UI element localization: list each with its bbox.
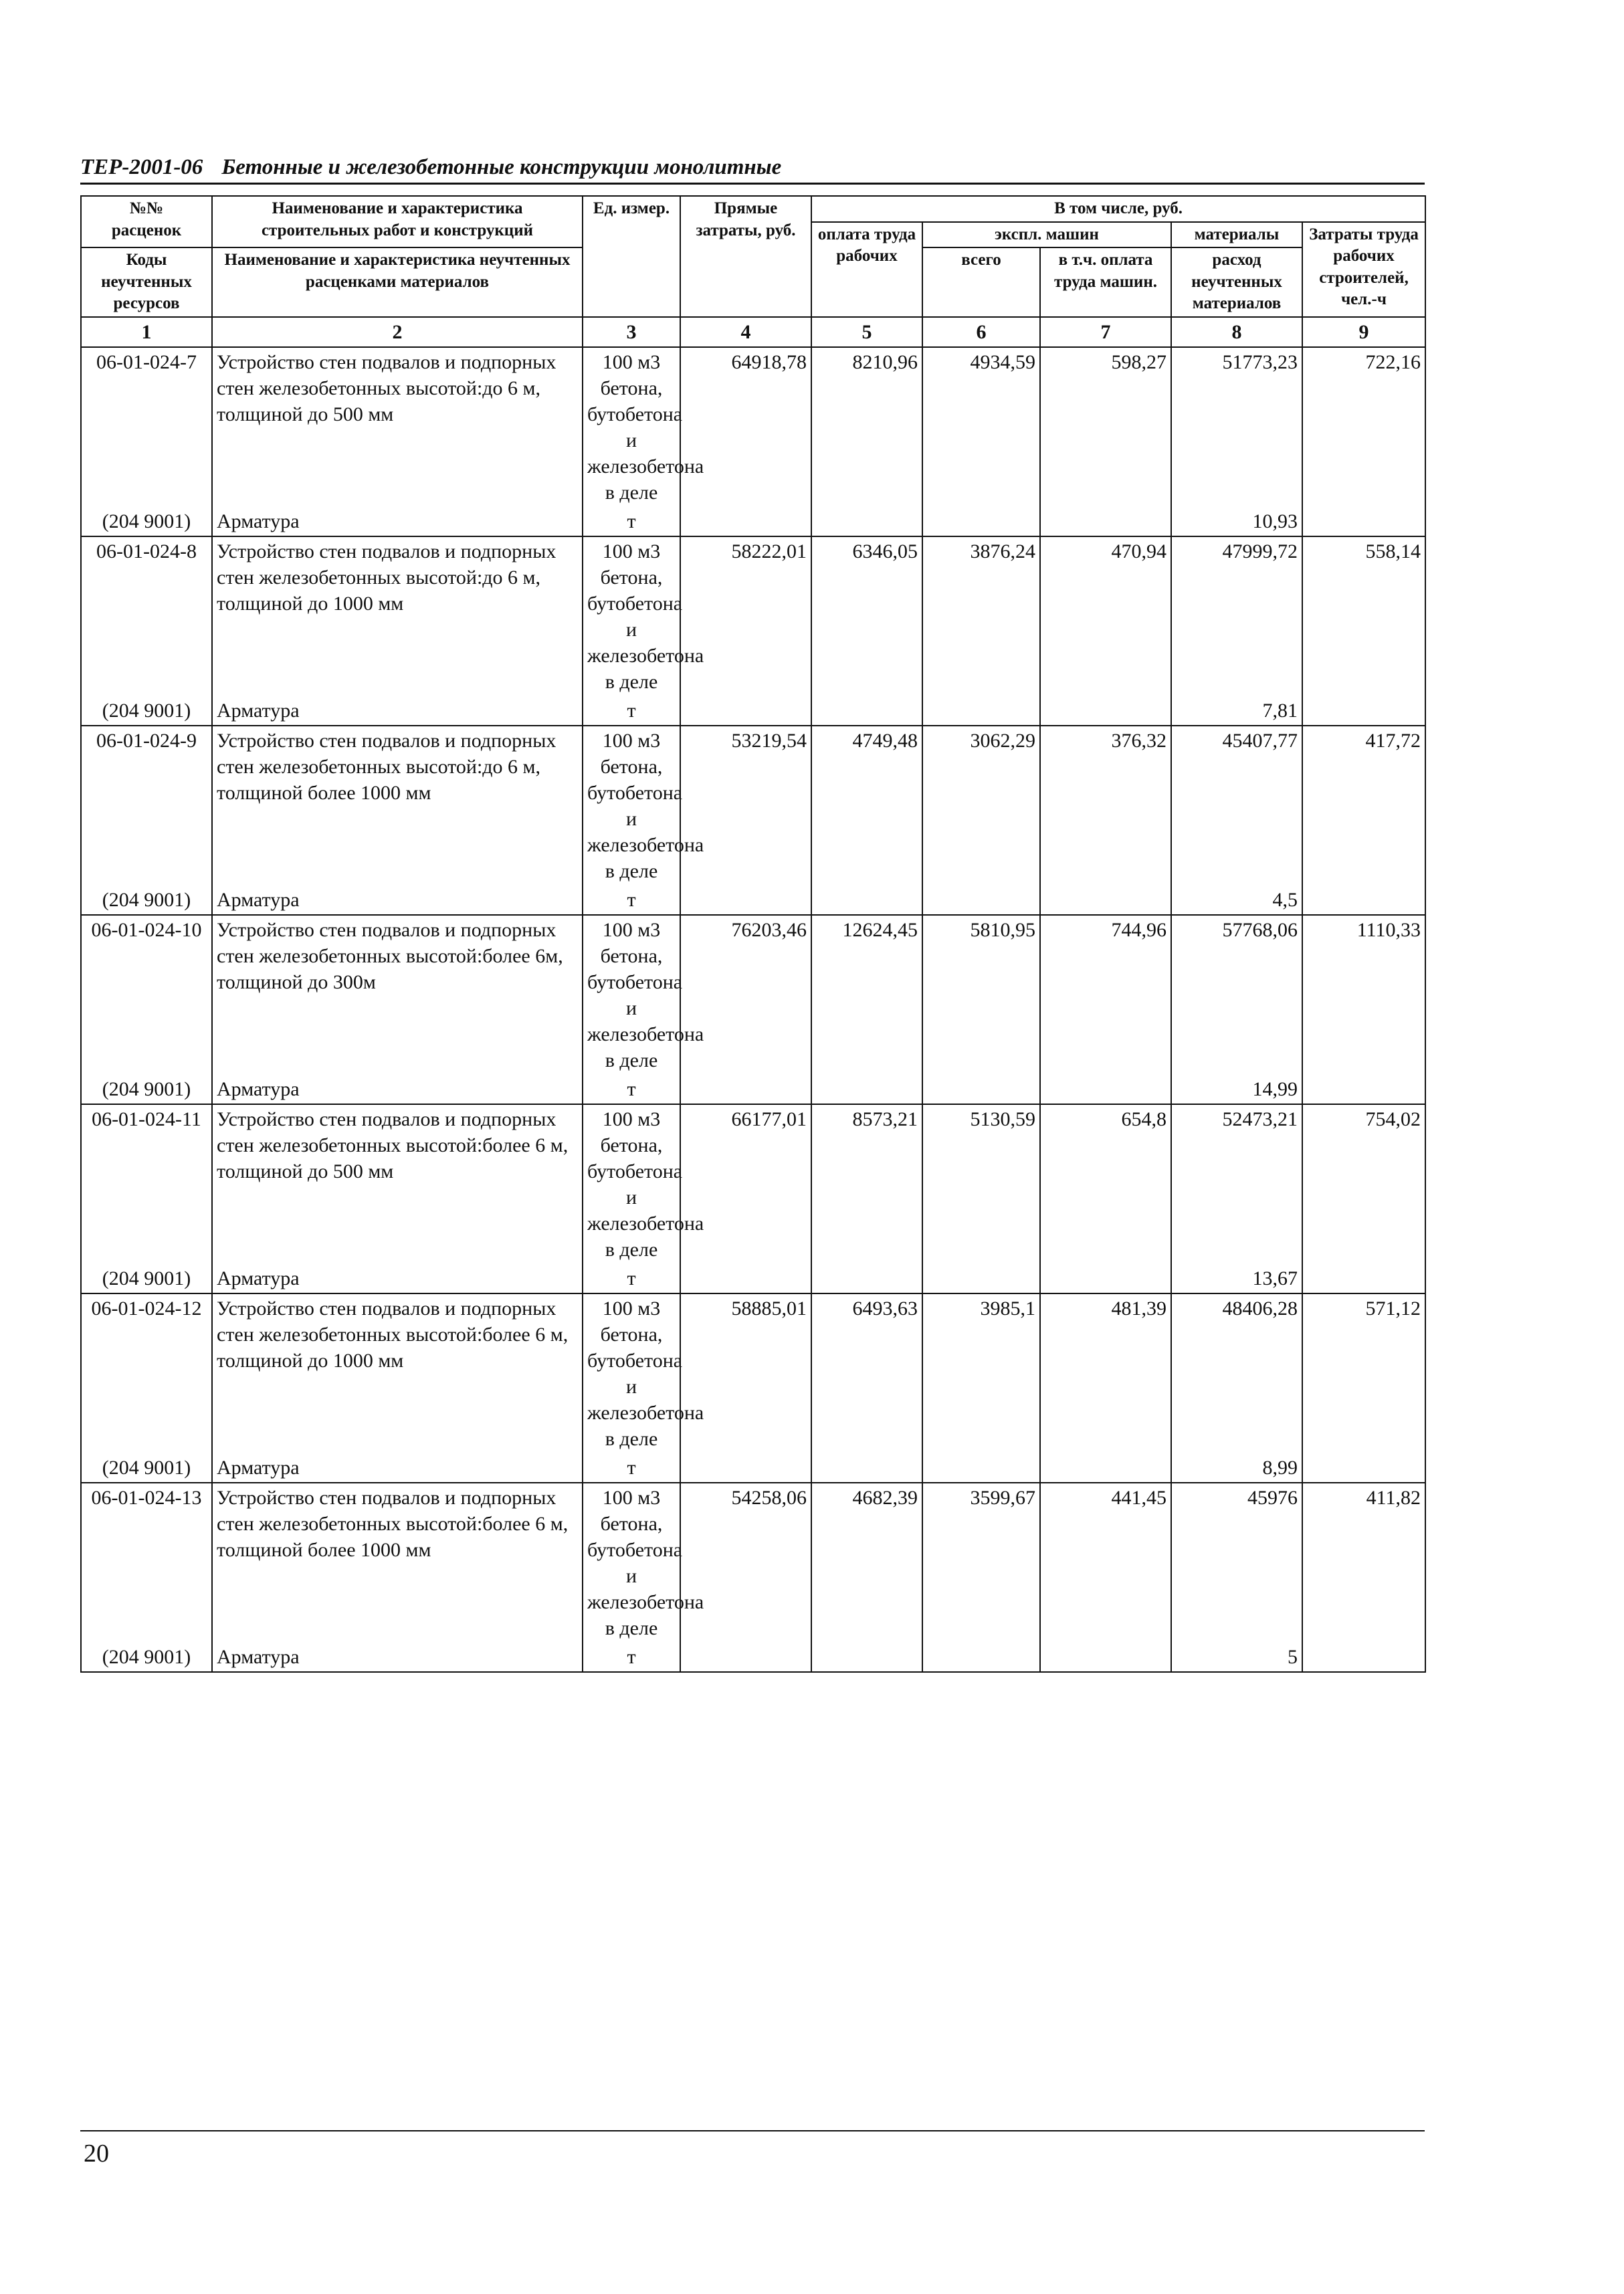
machines-pay: 654,8 xyxy=(1040,1104,1171,1264)
header-machines: экспл. машин xyxy=(922,222,1171,248)
labor-hours: 571,12 xyxy=(1302,1293,1425,1453)
unit: 100 м3 бетона, бутобетона и железобетона в деле xyxy=(583,1293,680,1453)
table-row xyxy=(81,915,1425,1075)
empty-cell xyxy=(1302,1643,1425,1672)
header-worker-pay: оплата труда рабочих xyxy=(811,222,922,317)
header-work-name: Наименование и характеристика строительных работ и конструкций xyxy=(212,196,583,247)
empty-cell xyxy=(680,507,811,536)
table-subrow xyxy=(81,1075,1425,1104)
worker-pay: 4682,39 xyxy=(811,1483,922,1643)
machines-total: 5130,59 xyxy=(922,1104,1040,1264)
empty-cell xyxy=(922,1453,1040,1483)
resource-code: (204 9001) xyxy=(81,696,212,726)
column-number: 3 xyxy=(583,317,680,347)
table-subrow xyxy=(81,507,1425,536)
labor-hours: 754,02 xyxy=(1302,1104,1425,1264)
labor-hours: 722,16 xyxy=(1302,347,1425,507)
rate-code: 06-01-024-10 xyxy=(81,915,212,1075)
machines-pay: 470,94 xyxy=(1040,536,1171,696)
material-unit: т xyxy=(583,1075,680,1104)
materials-cost: 45976 xyxy=(1171,1483,1302,1643)
empty-cell xyxy=(811,507,922,536)
empty-cell xyxy=(922,1643,1040,1672)
empty-cell xyxy=(922,885,1040,915)
rate-code: 06-01-024-13 xyxy=(81,1483,212,1643)
material-quantity: 14,99 xyxy=(1171,1075,1302,1104)
material-name: Арматура xyxy=(212,1453,583,1483)
worker-pay: 6346,05 xyxy=(811,536,922,696)
work-name: Устройство стен подвалов и подпорных стен железобетонных высотой:до 6 м, толщиной до 500 мм xyxy=(212,347,583,507)
direct-costs: 66177,01 xyxy=(680,1104,811,1264)
table-body xyxy=(81,347,1425,1672)
material-quantity: 7,81 xyxy=(1171,696,1302,726)
material-unit: т xyxy=(583,1643,680,1672)
material-unit: т xyxy=(583,696,680,726)
table-row xyxy=(81,726,1425,885)
header-material-name: Наименование и характеристика неучтенных расценками материалов xyxy=(212,247,583,317)
materials-cost: 48406,28 xyxy=(1171,1293,1302,1453)
material-name: Арматура xyxy=(212,1075,583,1104)
material-name: Арматура xyxy=(212,1264,583,1293)
materials-cost: 52473,21 xyxy=(1171,1104,1302,1264)
rate-code: 06-01-024-12 xyxy=(81,1293,212,1453)
empty-cell xyxy=(680,1643,811,1672)
empty-cell xyxy=(922,1264,1040,1293)
empty-cell xyxy=(680,885,811,915)
empty-cell xyxy=(1302,885,1425,915)
empty-cell xyxy=(922,696,1040,726)
material-name: Арматура xyxy=(212,696,583,726)
direct-costs: 58222,01 xyxy=(680,536,811,696)
rates-table xyxy=(80,195,1426,1673)
empty-cell xyxy=(680,1264,811,1293)
empty-cell xyxy=(680,696,811,726)
empty-cell xyxy=(922,507,1040,536)
labor-hours: 1110,33 xyxy=(1302,915,1425,1075)
resource-code: (204 9001) xyxy=(81,1453,212,1483)
header-resource-codes: Коды неучтенных ресурсов xyxy=(81,247,212,317)
work-name: Устройство стен подвалов и подпорных стен железобетонных высотой:более 6 м, толщиной более 1000 мм xyxy=(212,1483,583,1643)
empty-cell xyxy=(1302,1075,1425,1104)
work-name: Устройство стен подвалов и подпорных стен железобетонных высотой:более 6м, толщиной до 300м xyxy=(212,915,583,1075)
table-row xyxy=(81,1483,1425,1643)
column-numbers-row xyxy=(81,317,1425,347)
header-labor: Затраты труда рабочих строителей, чел.-ч xyxy=(1302,222,1425,317)
labor-hours: 558,14 xyxy=(1302,536,1425,696)
empty-cell xyxy=(680,1075,811,1104)
material-quantity: 4,5 xyxy=(1171,885,1302,915)
empty-cell xyxy=(1302,1453,1425,1483)
material-quantity: 10,93 xyxy=(1171,507,1302,536)
empty-cell xyxy=(1040,1643,1171,1672)
direct-costs: 76203,46 xyxy=(680,915,811,1075)
header-materials: материалы xyxy=(1171,222,1302,248)
direct-costs: 64918,78 xyxy=(680,347,811,507)
empty-cell xyxy=(1040,696,1171,726)
resource-code: (204 9001) xyxy=(81,1643,212,1672)
labor-hours: 411,82 xyxy=(1302,1483,1425,1643)
empty-cell xyxy=(811,1264,922,1293)
table-row xyxy=(81,536,1425,696)
work-name: Устройство стен подвалов и подпорных стен железобетонных высотой:более 6 м, толщиной до 500 мм xyxy=(212,1104,583,1264)
column-number: 2 xyxy=(212,317,583,347)
rate-code: 06-01-024-9 xyxy=(81,726,212,885)
table-subrow xyxy=(81,885,1425,915)
materials-cost: 57768,06 xyxy=(1171,915,1302,1075)
rate-code: 06-01-024-11 xyxy=(81,1104,212,1264)
material-unit: т xyxy=(583,1264,680,1293)
empty-cell xyxy=(1040,1075,1171,1104)
direct-costs: 58885,01 xyxy=(680,1293,811,1453)
table-row xyxy=(81,347,1425,507)
column-number: 1 xyxy=(81,317,212,347)
column-number: 5 xyxy=(811,317,922,347)
empty-cell xyxy=(1302,696,1425,726)
material-name: Арматура xyxy=(212,1643,583,1672)
materials-cost: 47999,72 xyxy=(1171,536,1302,696)
resource-code: (204 9001) xyxy=(81,1075,212,1104)
empty-cell xyxy=(1040,885,1171,915)
header-rate-number: №№ расценок xyxy=(81,196,212,247)
machines-pay: 598,27 xyxy=(1040,347,1171,507)
empty-cell xyxy=(922,1075,1040,1104)
materials-cost: 51773,23 xyxy=(1171,347,1302,507)
machines-pay: 441,45 xyxy=(1040,1483,1171,1643)
unit: 100 м3 бетона, бутобетона и железобетона в деле xyxy=(583,726,680,885)
table-head xyxy=(81,196,1425,347)
machines-total: 3985,1 xyxy=(922,1293,1040,1453)
resource-code: (204 9001) xyxy=(81,507,212,536)
page-number: 20 xyxy=(84,2140,109,2168)
header-machines-total: всего xyxy=(922,247,1040,317)
unit: 100 м3 бетона, бутобетона и железобетона в деле xyxy=(583,1483,680,1643)
material-name: Арматура xyxy=(212,507,583,536)
column-number: 7 xyxy=(1040,317,1171,347)
empty-cell xyxy=(1040,1264,1171,1293)
header-including: В том числе, руб. xyxy=(811,196,1425,222)
table-row xyxy=(81,1293,1425,1453)
column-number: 8 xyxy=(1171,317,1302,347)
empty-cell xyxy=(811,1453,922,1483)
unit: 100 м3 бетона, бутобетона и железобетона в деле xyxy=(583,915,680,1075)
header-direct-costs: Прямые затраты, руб. xyxy=(680,196,811,317)
direct-costs: 54258,06 xyxy=(680,1483,811,1643)
worker-pay: 8573,21 xyxy=(811,1104,922,1264)
machines-pay: 481,39 xyxy=(1040,1293,1171,1453)
machines-total: 5810,95 xyxy=(922,915,1040,1075)
material-unit: т xyxy=(583,507,680,536)
material-unit: т xyxy=(583,1453,680,1483)
empty-cell xyxy=(811,696,922,726)
unit: 100 м3 бетона, бутобетона и железобетона в деле xyxy=(583,536,680,696)
work-name: Устройство стен подвалов и подпорных стен железобетонных высотой:до 6 м, толщиной до 1000 мм xyxy=(212,536,583,696)
table-subrow xyxy=(81,1453,1425,1483)
rate-code: 06-01-024-7 xyxy=(81,347,212,507)
empty-cell xyxy=(680,1453,811,1483)
table-subrow xyxy=(81,696,1425,726)
machines-total: 4934,59 xyxy=(922,347,1040,507)
material-quantity: 5 xyxy=(1171,1643,1302,1672)
table-subrow xyxy=(81,1264,1425,1293)
material-quantity: 8,99 xyxy=(1171,1453,1302,1483)
direct-costs: 53219,54 xyxy=(680,726,811,885)
table-row xyxy=(81,1104,1425,1264)
table-subrow xyxy=(81,1643,1425,1672)
resource-code: (204 9001) xyxy=(81,885,212,915)
header-materials-usage: расход неучтенных материалов xyxy=(1171,247,1302,317)
empty-cell xyxy=(1302,507,1425,536)
empty-cell xyxy=(1040,1453,1171,1483)
empty-cell xyxy=(811,885,922,915)
worker-pay: 6493,63 xyxy=(811,1293,922,1453)
unit: 100 м3 бетона, бутобетона и железобетона в деле xyxy=(583,347,680,507)
machines-total: 3599,67 xyxy=(922,1483,1040,1643)
rate-code: 06-01-024-8 xyxy=(81,536,212,696)
material-quantity: 13,67 xyxy=(1171,1264,1302,1293)
work-name: Устройство стен подвалов и подпорных стен железобетонных высотой:более 6 м, толщиной до 1000 мм xyxy=(212,1293,583,1453)
labor-hours: 417,72 xyxy=(1302,726,1425,885)
column-number: 6 xyxy=(922,317,1040,347)
column-number: 9 xyxy=(1302,317,1425,347)
header-unit: Ед. измер. xyxy=(583,196,680,317)
unit: 100 м3 бетона, бутобетона и железобетона в деле xyxy=(583,1104,680,1264)
document-code: ТЕР-2001-06 xyxy=(80,155,203,179)
worker-pay: 8210,96 xyxy=(811,347,922,507)
materials-cost: 45407,77 xyxy=(1171,726,1302,885)
empty-cell xyxy=(811,1643,922,1672)
footer-divider xyxy=(80,2130,1425,2131)
material-name: Арматура xyxy=(212,885,583,915)
column-number: 4 xyxy=(680,317,811,347)
machines-pay: 376,32 xyxy=(1040,726,1171,885)
machines-pay: 744,96 xyxy=(1040,915,1171,1075)
document-title: Бетонные и железобетонные конструкции монолитные xyxy=(221,155,782,179)
material-unit: т xyxy=(583,885,680,915)
document-header xyxy=(80,155,1425,185)
work-name: Устройство стен подвалов и подпорных стен железобетонных высотой:до 6 м, толщиной более 1000 мм xyxy=(212,726,583,885)
machines-total: 3876,24 xyxy=(922,536,1040,696)
empty-cell xyxy=(811,1075,922,1104)
worker-pay: 12624,45 xyxy=(811,915,922,1075)
resource-code: (204 9001) xyxy=(81,1264,212,1293)
empty-cell xyxy=(1302,1264,1425,1293)
machines-total: 3062,29 xyxy=(922,726,1040,885)
worker-pay: 4749,48 xyxy=(811,726,922,885)
header-machines-pay: в т.ч. оплата труда машин. xyxy=(1040,247,1171,317)
empty-cell xyxy=(1040,507,1171,536)
